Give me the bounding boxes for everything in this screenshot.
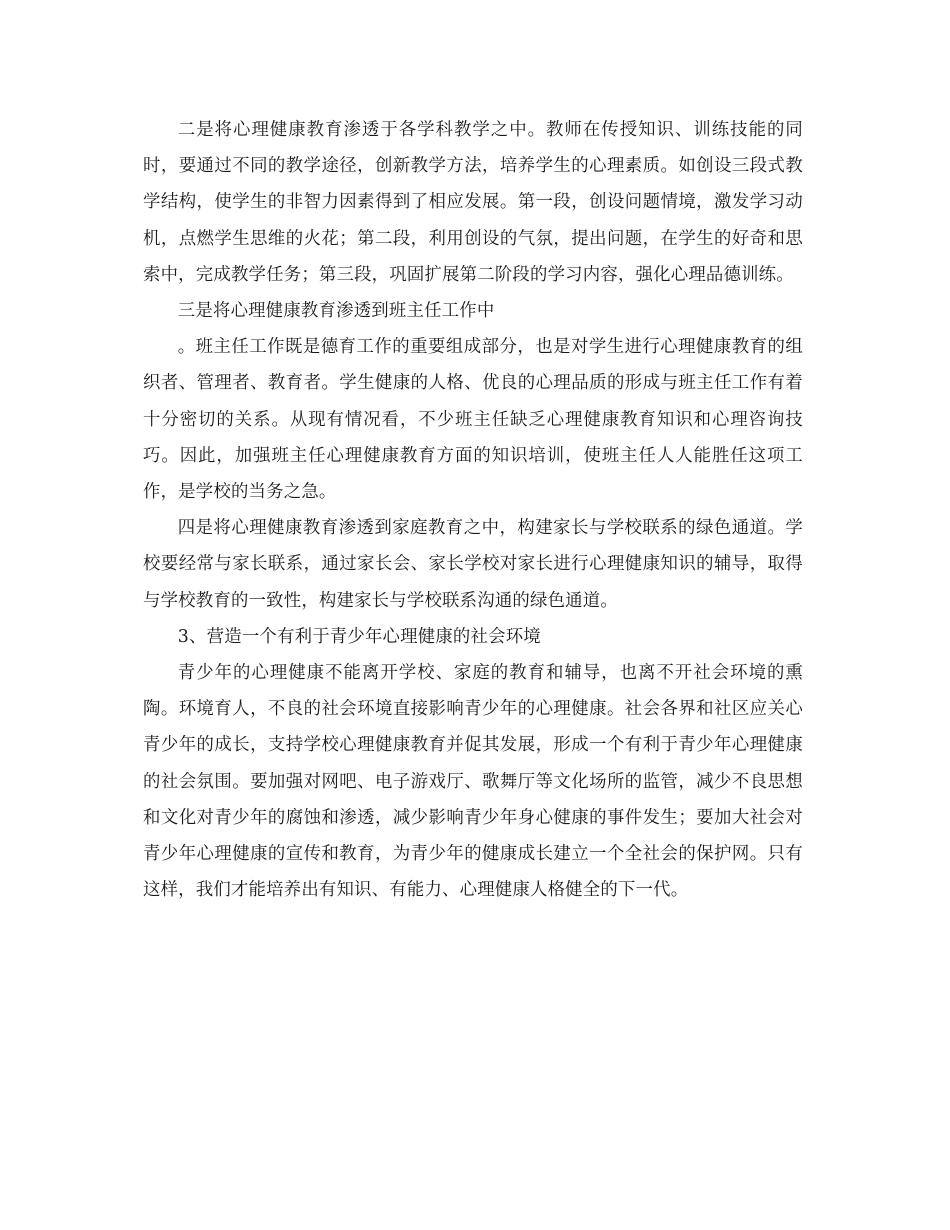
- paragraph-heading-class-teacher: 三是将心理健康教育渗透到班主任工作中: [177, 301, 495, 322]
- paragraph-subject-teaching: 二是将心理健康教育渗透于各学科教学之中。教师在传授知识、训练技能的同时，要通过不同的教学途径，创新教学方法，培养学生的心理素质。如创设三段式教学结构，使学生的非智力因素得到了相应发展。第一段，创设问题情境，激发学习动机，点燃学生思维的火花；第二段，利用创设的气氛，提出问题，在学生的好奇和思索中，完成教学任务；第三段，巩固扩展第二阶段的学习内容，强化心理品德训练。: [143, 120, 803, 285]
- paragraph-heading-social-environment: 3、营造一个有利于青少年心理健康的社会环境: [177, 626, 541, 647]
- paragraph-social-environment: 青少年的心理健康不能离开学校、家庭的教育和辅导，也离不开社会环境的熏陶。环境育人，不良的社会环境直接影响青少年的心理健康。社会各界和社区应关心青少年的成长，支持学校心理健康教育并促其发展，形成一个有利于青少年心理健康的社会氛围。要加强对网吧、电子游戏厅、歌舞厅等文化场所的监管，减少不良思想和文化对青少年的腐蚀和渗透，减少影响青少年身心健康的事件发生；要加大社会对青少年心理健康的宣传和教育，为青少年的健康成长建立一个全社会的保护网。只有这样，我们才能培养出有知识、有能力、心理健康人格健全的下一代。: [143, 663, 803, 901]
- document-body: [143, 112, 803, 908]
- paragraph-family-education: 四是将心理健康教育渗透到家庭教育之中，构建家长与学校联系的绿色通道。学校要经常与家长联系，通过家长会、家长学校对家长进行心理健康知识的辅导，取得与学校教育的一致性，构建家长与学校联系沟通的绿色通道。: [143, 518, 803, 611]
- paragraph-class-teacher-work: 。班主任工作既是德育工作的重要组成部分，也是对学生进行心理健康教育的组织者、管理者、教育者。学生健康的人格、优良的心理品质的形成与班主任工作有着十分密切的关系。从现有情况看，不少班主任缺乏心理健康教育知识和心理咨询技巧。因此，加强班主任心理健康教育方面的知识培训，使班主任人人能胜任这项工作，是学校的当务之急。: [143, 337, 803, 503]
